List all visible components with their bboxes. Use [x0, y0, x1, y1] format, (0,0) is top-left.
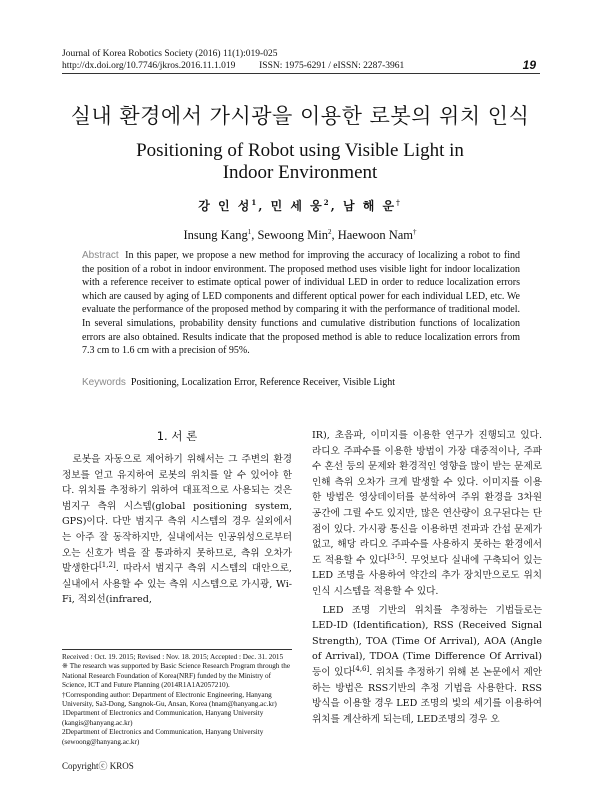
body-column-left [62, 428, 292, 611]
author-en-2: Sewoong Min [257, 228, 328, 242]
journal-header [62, 48, 404, 72]
author-en-2-mark: 2 [327, 227, 332, 236]
body-text: 로봇을 자동으로 제어하기 위해서는 그 주변의 환경 정보를 얻고 유지하여 로봇의 위치를 알 수 있어야 한다. 위치를 추정하기 위하여 대표적으로 사용되는 것은 범지구 측위 시스템(global positioning system, GPS)이다. 다만 범지구 측위 시스템의 경우 실외에서는 아주 잘 동작하지만, 실내에서는 인공위성으로부터 오는 신호가 벽을 잘 통과하지 못하므로, 측위 오차가 발생한다 [62, 454, 292, 575]
footnote-affiliation-1: 1Department of Electronics and Communication, Hanyang University (kangis@hanyang.ac.kr) [62, 709, 264, 727]
footnote-corresponding: †Corresponding author: Department of Electronic Engineering, Hanyang University, Sa3-Dong, Sangnok-Gu, Ansan, Korea (hnam@hanyang.ac.kr) [62, 690, 277, 709]
citation-ref: [3-5] [387, 552, 405, 561]
citation-ref: [4,6] [352, 664, 370, 673]
body-paragraph [62, 452, 292, 608]
body-text: . 위치를 추정하기 위해 본 논문에서 제안하는 방법은 RSS기반의 추정 기법을 사용한다. RSS 방식을 이용할 경우 LED 조명의 빛의 세기를 이용하여 위치를 계산하게 되는데, LED조명의 경우 오 [312, 666, 542, 725]
footnote-funding: ※ The research was supported by Basic Science Research Program through the National Research Foundation of Korea(NRF) funded by the Ministry of Science, ICT and Future Planning (2014R1A1A2057210). [62, 662, 291, 690]
copyright: Copyrightⓒ KROS [62, 761, 134, 771]
title-korean: 실내 환경에서 가시광을 이용한 로봇의 위치 인식 [70, 104, 530, 128]
author-ko-sep-1: , [258, 199, 271, 213]
footnote-rule [62, 649, 292, 650]
author-ko-1: 강 인 성 [198, 199, 252, 213]
body-text: IR), 초음파, 이미지를 이용한 연구가 진행되고 있다. 라디오 주파수를 이용한 방법이 가장 대중적이나, 주파수 혼선 등의 문제와 환경적인 영향을 많이 받는 문제로 인해 측위 오차가 크게 발생할 수 있다. 이미지를 이용한 방법은 영상데이터를 분석하여 주위 환경을 3차원 공간에 그릴 수도 있지만, 많은 연산량이 요구된다는 단점이 있다. 가시광 통신을 이용하면 전파과 간섭 문제가 없고, 해당 라디오 주파수를 사용하지 못하는 환경에서도 적용할 수 있다 [312, 430, 542, 566]
body-text: LED 조명 기반의 위치를 추정하는 기법들로는 LED-ID (Identification), RSS (Received Signal Strength), TOA (Time Of Arrival), AOA (Angle of Arrival), TDOA (Time Difference Of Arrival) 등이 있다 [312, 604, 542, 678]
authors-english [0, 228, 600, 243]
title-english: Positioning of Robot using Visible Light in Indoor Environment [136, 140, 464, 183]
keywords-label: Keywords [82, 377, 126, 388]
author-ko-2-mark: 2 [323, 198, 331, 207]
body-text: . 따라서 범지구 측위 시스템의 대안으로, 실내에서 사용할 수 있는 측위 시스템으로 가시광, Wi-Fi, 적외선(infrared, [62, 563, 292, 606]
citation-ref: [1,2] [99, 560, 116, 569]
author-en-1: Insung Kang [183, 228, 248, 242]
keywords [82, 377, 522, 388]
body-paragraph [312, 603, 542, 728]
section-heading-introduction: 1. 서 론 [156, 429, 198, 443]
footnotes [62, 653, 292, 747]
body-text: . 무엇보다 실내에 구축되어 있는 LED 조명을 사용하여 약간의 추가 장치만으로도 위치 인식 시스템을 적용할 수 있다. [312, 554, 542, 597]
keywords-text: Positioning, Localization Error, Reference Receiver, Visible Light [130, 377, 396, 388]
page-number: 19 [522, 58, 536, 72]
author-en-sep-2: , [331, 228, 338, 242]
body-column-right [312, 428, 542, 730]
abstract-text: In this paper, we propose a new method for improving the accuracy of localizing a robot to find the position of a robot in indoor environment. The proposed method uses visible light for indoor localization with a reference receiver to estimate optical power of individual LED in order to reduce localization errors which are caused by aging of LED components and different optical power for each individual LED, etc. We evaluate the performance of the proposed method by comparing it with the performance of traditional model. In several simulations, probability density functions and cumulative distribution functions of localization errors are also obtained. Results indicate that the proposed method is able to reduce localization errors from 7.3 cm to 1.6 cm with a precision of 95%. [82, 250, 520, 357]
author-ko-3: 남 해 운 [342, 199, 397, 213]
author-ko-1-mark: 1 [251, 198, 259, 207]
abstract-label: Abstract [82, 250, 119, 261]
author-en-1-mark: 1 [247, 227, 252, 236]
author-ko-2: 민 세 웅 [270, 199, 324, 213]
author-en-3: Haewoon Nam [337, 228, 414, 242]
footnote-received: Received : Oct. 19. 2015; Revised : Nov. 18. 2015; Accepted : Dec. 31. 2015 [62, 653, 284, 661]
author-en-sep-1: , [251, 228, 258, 242]
footnote-affiliation-2: 2Department of Electronics and Communication, Hanyang University (sewoong@hanyang.ac.kr) [62, 728, 264, 746]
author-ko-sep-2: , [330, 199, 343, 213]
header-rule [62, 73, 540, 74]
author-en-3-mark: † [413, 227, 417, 236]
journal-doi-issn: http://dx.doi.org/10.7746/jkros.2016.11.1.019 ISSN: 1975-6291 / eISSN: 2287-3961 [62, 61, 405, 71]
abstract [82, 249, 520, 358]
authors-korean [0, 197, 600, 214]
author-ko-3-mark: † [396, 198, 402, 207]
body-paragraph [312, 428, 542, 600]
journal-citation: Journal of Korea Robotics Society (2016) 11(1):019-025 [62, 49, 278, 59]
